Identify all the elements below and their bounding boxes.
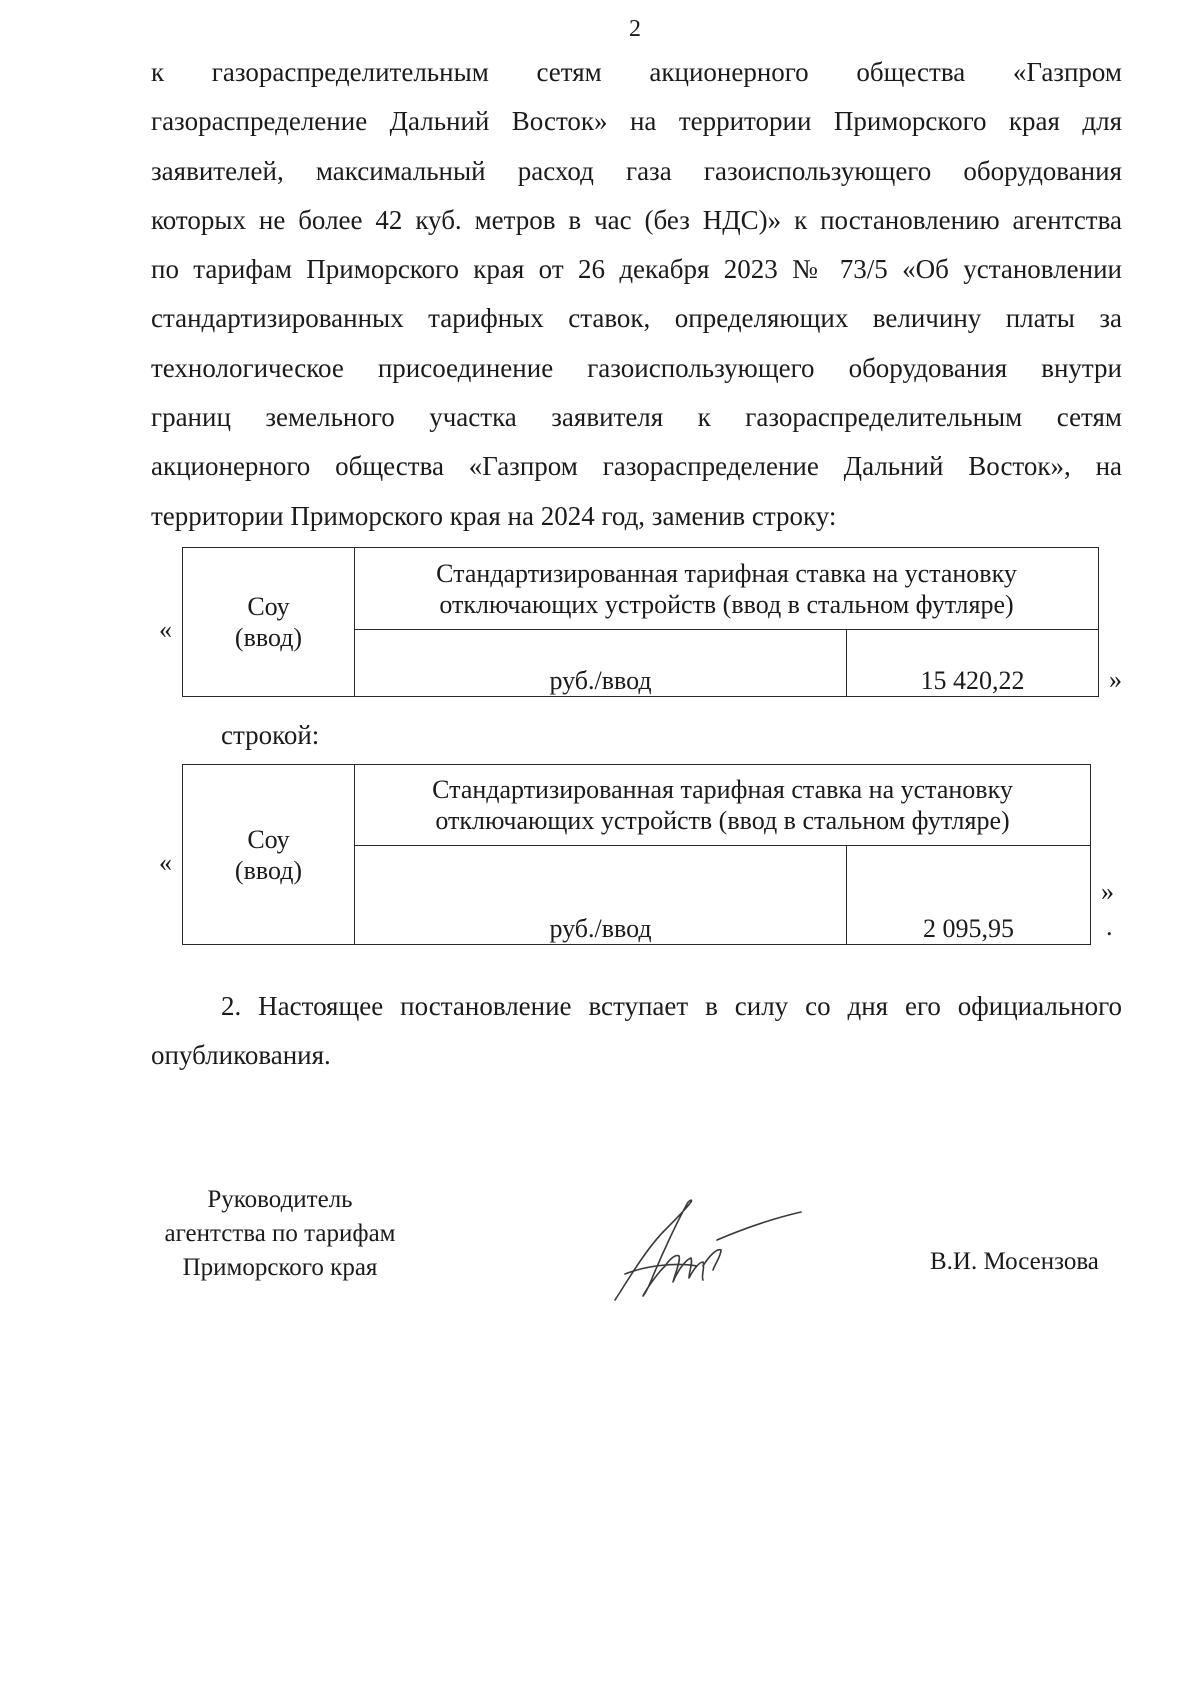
intro-line: границ земельного участка заявителя к газораспределительным сетям — [151, 402, 1122, 433]
intro-line: акционерного общества «Газпром газораспределение Дальний Восток», на — [151, 451, 1122, 482]
old-row-unit: руб./ввод — [549, 666, 652, 695]
clause-2-line: 2. Настоящее постановление вступает в силу со дня его официального — [221, 991, 1122, 1021]
intro-line: заявителей, максимальный расход газа газоиспользующего оборудования — [151, 155, 1122, 186]
intro-line: газораспределение Дальний Восток» на территории Приморского края для — [151, 106, 1122, 137]
signer-name: В.И. Мосензова — [930, 1248, 1099, 1275]
new-row-unit-cell — [355, 846, 847, 945]
intro-paragraph — [151, 48, 1122, 541]
page-number: 2 — [629, 16, 641, 42]
old-row-open-quote: « — [159, 615, 172, 644]
old-row-value-cell — [847, 630, 1099, 697]
new-row-description: Стандартизированная тарифная ставка на установку — [432, 775, 1013, 804]
intro-line: которых не более 42 куб. метров в час (без НДС)» к постановлению агентства — [151, 204, 1122, 235]
intro-line: технологическое присоединение газоиспользующего оборудования внутри — [151, 352, 1122, 383]
new-row-value-cell — [847, 846, 1091, 945]
signer-title-line: Руководитель — [207, 1186, 353, 1213]
new-row-code-unit: (ввод) — [234, 855, 303, 885]
old-row-unit-cell — [355, 630, 847, 697]
intro-line: по тарифам Приморского края от 26 декабря 2023 № 73/5 «Об установлении — [151, 254, 1122, 285]
old-row-code-cell — [183, 548, 355, 697]
new-row-code: Соу — [247, 824, 290, 854]
intro-line: стандартизированных тарифных ставок, определяющих величину платы за — [151, 303, 1122, 334]
new-row-open-quote: « — [159, 848, 172, 877]
signature-image — [605, 1190, 805, 1310]
old-row-description-cell — [355, 548, 1099, 630]
old-row-description: Стандартизированная тарифная ставка на установку — [436, 558, 1017, 588]
new-row-table — [182, 764, 1091, 945]
old-row-code-unit: (ввод) — [234, 623, 303, 652]
old-row-close-quote: » — [1109, 665, 1122, 694]
intro-line: территории Приморского края на 2024 год, заменив строку: — [151, 500, 837, 531]
signer-title-line: Приморского края — [182, 1254, 378, 1281]
new-row-close-quote: » — [1101, 877, 1114, 906]
new-row-description-cont: отключающих устройств (ввод в стальном футляре) — [435, 806, 1010, 835]
clause-2-paragraph — [151, 982, 1122, 1080]
old-row-description-cont: отключающих устройств (ввод в стальном футляре) — [439, 589, 1014, 619]
intro-line: к газораспределительным сетям акционерного общества «Газпром — [151, 57, 1122, 87]
signer-title — [140, 1183, 420, 1285]
old-row-code: Соу — [247, 592, 290, 621]
new-row-value: 2 095,95 — [923, 914, 1014, 943]
signer-title-line: агентства по тарифам — [164, 1220, 396, 1247]
new-row-end-period: . — [1106, 912, 1113, 941]
new-row-unit: руб./ввод — [549, 914, 652, 943]
replacement-label: строкой: — [221, 720, 320, 750]
old-row-table — [182, 547, 1099, 697]
new-row-code-cell — [183, 765, 355, 945]
old-row-value: 15 420,22 — [920, 666, 1025, 695]
clause-2-line: опубликования. — [151, 1040, 331, 1070]
new-row-description-cell — [355, 765, 1091, 846]
